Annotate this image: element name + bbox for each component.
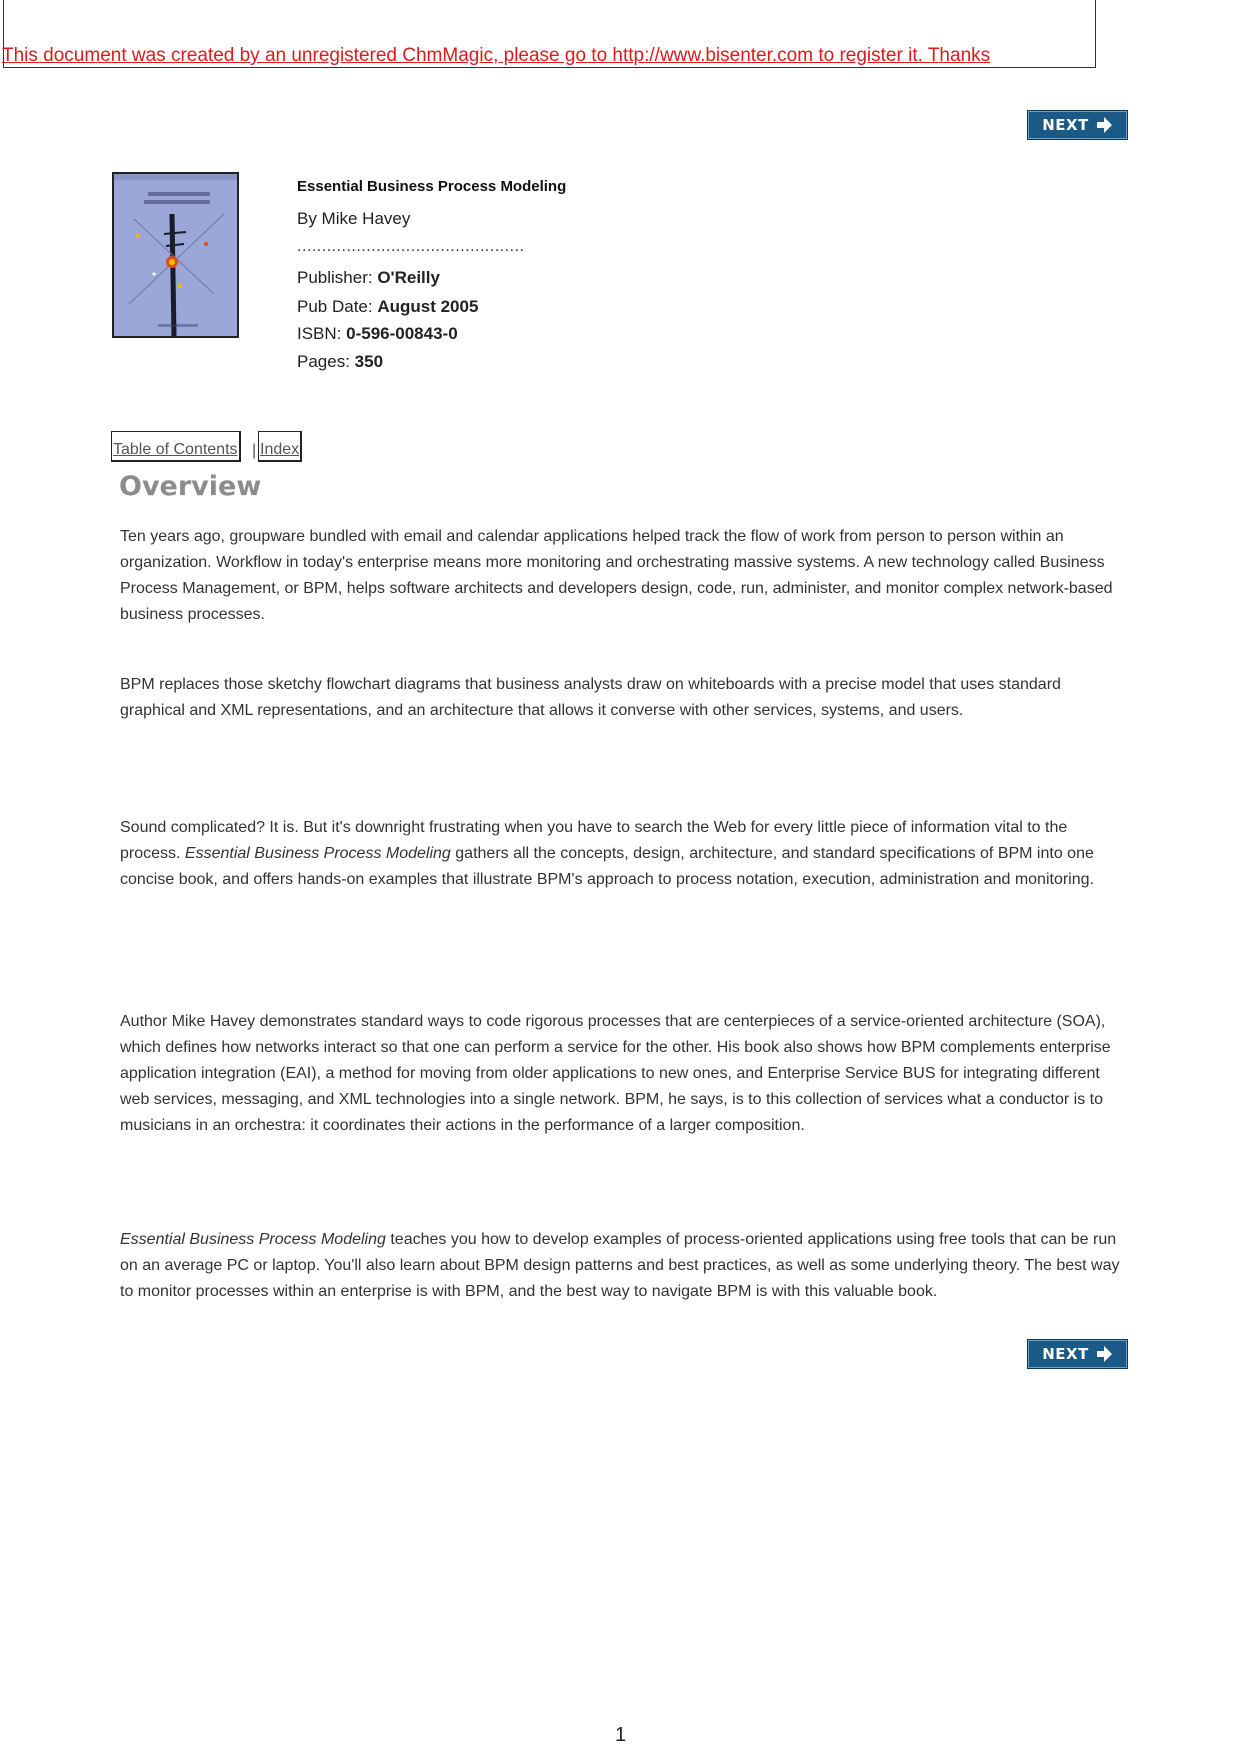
- pubdate-value: August 2005: [377, 297, 479, 316]
- pubdate-row: [297, 297, 478, 317]
- book-cover-image: [112, 172, 239, 338]
- pubdate-label: Pub Date:: [297, 297, 378, 316]
- watermark-banner-text[interactable]: This document was created by an unregistered ChmMagic, please go to http://www.bisenter.com to register it. Thanks: [2, 45, 991, 66]
- book-title-italic: Essential Business Process Modeling: [184, 845, 451, 862]
- next-button-top[interactable]: [1027, 110, 1128, 140]
- overview-paragraph-2: BPM replaces those sketchy flowchart diagrams that business analysts draw on whiteboards with a precise model that uses standard graphical and XML representations, and an architecture that allows it converse with other services, systems, and users.: [120, 676, 1061, 719]
- right-arrow-icon: [1095, 116, 1113, 134]
- paragraph-3-text-a: Sound complicated? It is. But it's downright frustrating when you have to search the Web for every little piece of information vital to the process.: [120, 819, 1068, 862]
- isbn-value: 0-596-00843-0: [346, 324, 458, 343]
- next-label: NEXT: [1042, 116, 1089, 134]
- book-author: By Mike Havey: [297, 209, 411, 228]
- paragraph-3-text-b: gathers all the concepts, design, architecture, and standard specifications of BPM into one concise book, and offers hands-on examples that illustrate BPM's approach to process notation, execution, administration and monitoring.: [120, 845, 1094, 888]
- pages-row: [297, 352, 383, 372]
- publisher-value: O'Reilly: [377, 268, 440, 287]
- dotted-divider: ..............................................: [297, 238, 525, 255]
- paragraph-5-text: teaches you how to develop examples of process-oriented applications using free tools that can be run on an average PC or laptop. You'll also learn about BPM design patterns and best practices, as well as some underlying theory. The best way to monitor processes within an enterprise is with BPM, and the best way to navigate BPM is with this valuable book.: [120, 1231, 1120, 1300]
- index-link[interactable]: Index: [258, 431, 302, 462]
- overview-paragraph-1: Ten years ago, groupware bundled with email and calendar applications helped track the flow of work from person to person within an organization. Workflow in today's enterprise means more monitoring and orchestrating massive systems. A new technology called Business Process Management, or BPM, helps software architects and developers design, code, run, administer, and monitor complex network-based business processes.: [120, 528, 1113, 623]
- overview-paragraph-3: [120, 815, 1120, 893]
- pages-value: 350: [354, 352, 384, 371]
- isbn-row: [297, 324, 458, 344]
- book-title-italic: Essential Business Process Modeling: [120, 1231, 386, 1248]
- publisher-row: [297, 268, 440, 288]
- right-arrow-icon: [1095, 1345, 1113, 1363]
- next-button-bottom[interactable]: [1027, 1339, 1128, 1369]
- link-separator: |: [252, 442, 257, 459]
- next-label: NEXT: [1042, 1345, 1089, 1363]
- overview-paragraph-4: Author Mike Havey demonstrates standard ways to code rigorous processes that are centerpieces of a service-oriented architecture (SOA), which defines how networks interact so that one can perform a service for the other. His book also shows how BPM complements enterprise application integration (EAI), a method for moving from older applications to new ones, and Enterprise Service BUS for integrating different web services, messaging, and XML technologies into a single network. BPM, he says, is to this collection of services what a conductor is to musicians in an orchestra: it coordinates their actions in the performance of a larger composition.: [120, 1013, 1111, 1134]
- overview-heading: Overview: [119, 471, 262, 502]
- table-of-contents-link[interactable]: Table of Contents: [111, 431, 241, 462]
- publisher-label: Publisher:: [297, 268, 378, 287]
- isbn-label: ISBN:: [297, 324, 347, 343]
- overview-paragraph-5: [120, 1227, 1120, 1305]
- book-title: Essential Business Process Modeling: [297, 178, 567, 195]
- pages-label: Pages:: [297, 352, 355, 371]
- page-number: 1: [614, 1724, 627, 1746]
